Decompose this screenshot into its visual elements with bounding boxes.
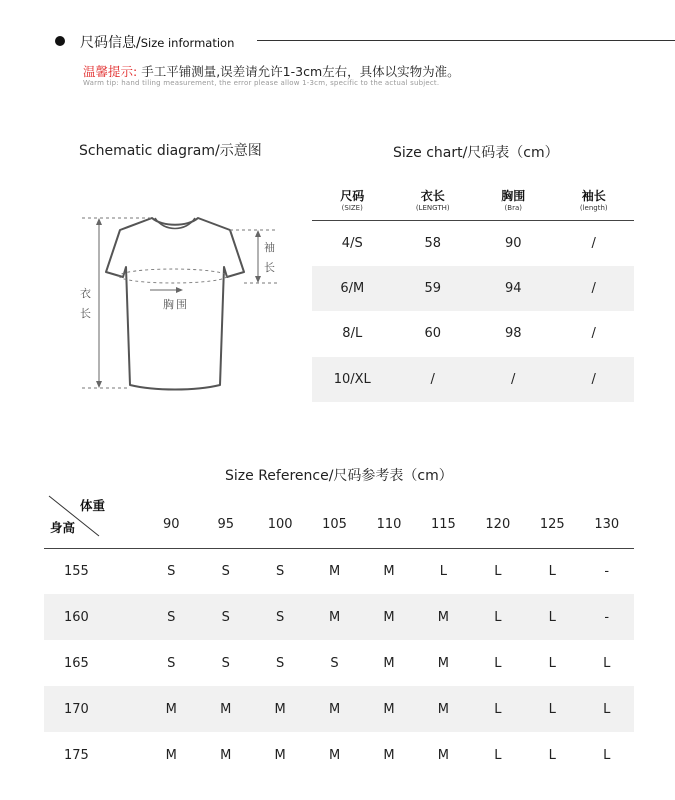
warm-tip-label: 温馨提示:: [83, 64, 138, 79]
header-length: 衣长 (LENGTH): [415, 189, 450, 213]
table-row: [44, 732, 634, 778]
size-cell: L: [548, 747, 556, 763]
cell-sleeve: /: [591, 280, 596, 296]
size-cell: M: [383, 563, 395, 579]
sleeve-label: [264, 238, 275, 278]
size-chart-header-row: [312, 184, 634, 220]
chest-label: 胸围: [163, 298, 189, 311]
length-label-char: 衣: [80, 287, 91, 300]
size-cell: M: [383, 701, 395, 717]
size-cell: S: [330, 655, 339, 671]
size-cell: M: [328, 609, 341, 625]
size-cell: M: [220, 701, 232, 717]
weight-col-header: 130: [594, 517, 620, 533]
size-chart-title: Size chart/尺码表（cm）: [393, 145, 559, 161]
cell-bust: 90: [504, 235, 522, 251]
weight-col-header: 90: [163, 517, 180, 533]
table-row: [44, 594, 634, 640]
size-cell: M: [220, 747, 232, 763]
weight-col-header: 120: [485, 517, 511, 533]
warm-tip-english: Warm tip: hand tiling measurement, the error please allow 1-3cm, specific to the actual subject.: [83, 79, 440, 87]
weight-col-header: 95: [217, 517, 234, 533]
warm-tip: [83, 62, 460, 80]
bullet-dot-icon: [55, 36, 65, 46]
cell-bust: 98: [504, 326, 522, 342]
size-cell: M: [383, 747, 395, 763]
size-cell: M: [437, 747, 449, 763]
size-cell: M: [383, 655, 395, 671]
section-title-size-information: [80, 32, 234, 52]
cell-sleeve: /: [591, 235, 596, 251]
size-cell: L: [548, 609, 556, 625]
header-bust: 胸围 (Bra): [501, 189, 526, 213]
size-reference-title: Size Reference/尺码参考表（cm）: [225, 468, 453, 484]
table-row: [44, 548, 634, 594]
cell-length: /: [430, 371, 435, 387]
cell-length: 60: [424, 326, 442, 342]
size-cell: M: [383, 609, 395, 625]
size-cell: L: [494, 747, 502, 763]
size-cell: L: [548, 701, 556, 717]
table-row: [312, 311, 634, 357]
size-cell: L: [494, 563, 502, 579]
header-size: 尺码 (SIZE): [340, 189, 365, 213]
cell-sleeve: /: [591, 326, 596, 342]
size-cell: M: [328, 563, 341, 579]
size-cell: S: [167, 609, 176, 625]
height-header: 身高: [50, 520, 76, 535]
corner-header: [44, 498, 144, 548]
weight-col-header: 125: [539, 517, 565, 533]
size-cell: L: [494, 609, 502, 625]
height-row-header: 165: [64, 655, 89, 671]
size-cell: S: [276, 609, 285, 625]
size-cell: M: [328, 747, 341, 763]
cell-size: 10/XL: [333, 371, 371, 387]
size-cell: S: [221, 609, 230, 625]
cell-bust: 94: [504, 280, 522, 296]
table-row: [44, 640, 634, 686]
size-cell: M: [165, 701, 177, 717]
size-cell: M: [328, 701, 341, 717]
title-cn: 尺码信息/: [80, 35, 141, 51]
size-cell: -: [604, 609, 610, 625]
table-row: [312, 266, 634, 312]
size-cell: L: [548, 563, 556, 579]
weight-col-header: 115: [430, 517, 456, 533]
cell-size: 8/L: [342, 326, 363, 342]
weight-col-header: 110: [376, 517, 402, 533]
cell-size: 4/S: [341, 235, 363, 251]
size-cell: L: [603, 747, 611, 763]
header-sleeve-length: 袖长 (length): [579, 189, 608, 213]
size-cell: S: [221, 655, 230, 671]
size-cell: M: [274, 701, 286, 717]
height-row-header: 155: [64, 563, 89, 579]
weight-col-header: 100: [267, 517, 293, 533]
size-cell: S: [276, 563, 285, 579]
size-cell: S: [167, 655, 176, 671]
size-cell: L: [494, 701, 502, 717]
warm-tip-text: 手工平铺测量,误差请允许1-3cm左右，具体以实物为准。: [137, 64, 460, 79]
size-cell: L: [603, 655, 611, 671]
sleeve-label-char: 袖: [264, 241, 275, 254]
cell-bust: /: [511, 371, 516, 387]
weight-col-header: 105: [322, 517, 347, 533]
size-cell: L: [548, 655, 556, 671]
height-row-header: 160: [64, 609, 89, 625]
cell-sleeve: /: [591, 371, 596, 387]
diagram-title: Schematic diagram/示意图: [79, 143, 262, 159]
size-cell: M: [437, 655, 449, 671]
size-reference-table: [44, 498, 634, 778]
size-cell: L: [603, 701, 611, 717]
table-row: [44, 686, 634, 732]
size-cell: S: [276, 655, 285, 671]
size-cell: M: [165, 747, 177, 763]
cell-length: 58: [424, 235, 442, 251]
title-en: Size information: [140, 36, 235, 50]
size-chart-table: [312, 184, 634, 402]
size-cell: M: [274, 747, 286, 763]
table-row: [312, 220, 634, 266]
size-cell: M: [437, 701, 449, 717]
length-label-char: 长: [80, 307, 91, 320]
size-reference-header-row: [44, 502, 634, 548]
height-row-header: 175: [64, 747, 89, 763]
table-row: [312, 357, 634, 403]
size-cell: L: [439, 563, 448, 579]
cell-length: 59: [424, 280, 442, 296]
size-cell: -: [604, 563, 610, 579]
size-cell: S: [167, 563, 176, 579]
header-divider: [257, 40, 675, 41]
size-cell: L: [494, 655, 502, 671]
size-cell: M: [437, 609, 449, 625]
cell-size: 6/M: [340, 280, 365, 296]
length-label: [80, 284, 91, 324]
weight-header: 体重: [80, 498, 106, 513]
height-row-header: 170: [64, 701, 89, 717]
size-cell: S: [221, 563, 230, 579]
sleeve-label-char: 长: [264, 261, 275, 274]
